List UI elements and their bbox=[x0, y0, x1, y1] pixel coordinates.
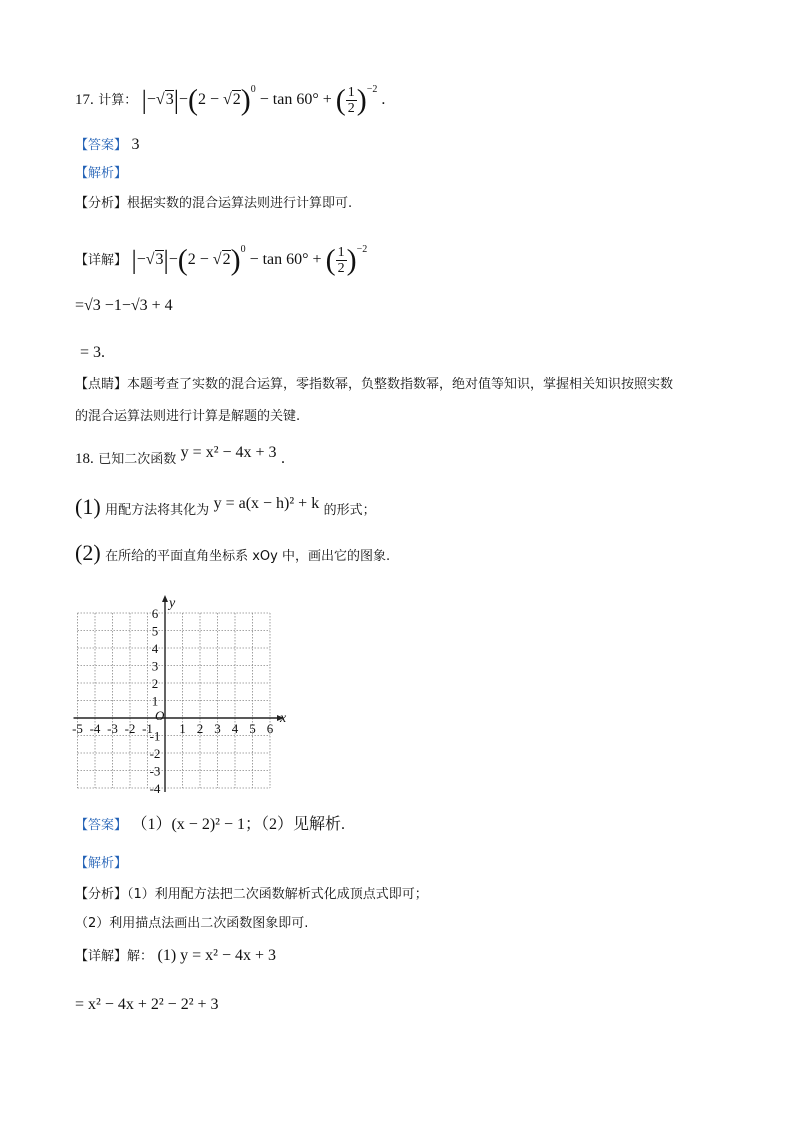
y-tick-label: 4 bbox=[151, 641, 159, 656]
x-tick-label: -1 bbox=[142, 721, 153, 736]
x-axis-label: x bbox=[280, 711, 287, 726]
x-tick-label: 2 bbox=[196, 721, 204, 736]
x-tick-label: -4 bbox=[89, 721, 101, 736]
y-axis-arrow bbox=[162, 595, 168, 602]
answer-tag: 【答案】 bbox=[75, 138, 128, 153]
detail18-line bbox=[75, 946, 276, 967]
detail-tag: 【详解】 bbox=[75, 949, 128, 964]
dianjing-text-b: 的混合运算法则进行计算是解题的关键. bbox=[75, 409, 301, 424]
answer-value: 3 bbox=[131, 136, 140, 153]
fenxi18-line-a bbox=[75, 884, 428, 905]
q18-function: y = x² − 4x + 3 bbox=[180, 444, 277, 461]
fenxi-tag: 【分析】 bbox=[75, 887, 128, 902]
detail-prefix: 解： bbox=[127, 949, 154, 964]
y-tick-label: -3 bbox=[149, 763, 161, 779]
q18-part2 bbox=[75, 540, 391, 567]
fenxi-text: 根据实数的混合运算法则进行计算即可. bbox=[127, 196, 353, 211]
x-tick-label: -3 bbox=[107, 721, 118, 736]
detail17-line bbox=[75, 240, 367, 276]
fenxi-text-a: （1）利用配方法把二次函数解析式化成顶点式即可； bbox=[127, 887, 428, 902]
y-tick-label: -4 bbox=[149, 781, 161, 796]
origin-label: O bbox=[155, 708, 165, 723]
x-tick-label: 4 bbox=[231, 721, 239, 736]
fenxi18-line-b bbox=[75, 913, 308, 934]
q17-expression: $|-√3|-(2 - √2)^0 - \tan 60^\circ$ + ( $\frac{1}{2}$ )$^{-2}$ bbox=[141, 83, 378, 117]
x-tick-label: 1 bbox=[179, 721, 186, 736]
y-tick-label: -1 bbox=[149, 728, 161, 744]
answer-tag: 【答案】 bbox=[75, 818, 128, 833]
detail18-step2: = x² − 4x + 2² − 2² + 3 bbox=[75, 996, 219, 1013]
y-tick-label: 3 bbox=[151, 658, 159, 674]
part2-text: 在所给的平面直角坐标系 xOy 中，画出它的图象. bbox=[105, 549, 391, 564]
x-tick-label: 5 bbox=[249, 721, 256, 736]
x-tick-label: 6 bbox=[266, 721, 274, 736]
step17-1 bbox=[75, 296, 173, 316]
vertex-form: y = a(x − h)² + k bbox=[213, 495, 320, 512]
axes bbox=[74, 595, 285, 792]
part1-text-a: 用配方法将其化为 bbox=[105, 503, 210, 518]
part-number: (1) bbox=[75, 494, 101, 519]
period: . bbox=[281, 450, 285, 467]
part-number: (2) bbox=[75, 540, 101, 565]
x-tick-label: -2 bbox=[124, 721, 136, 736]
dianjing17-line-a bbox=[75, 374, 673, 395]
step17-2 bbox=[80, 343, 105, 363]
y-tick-label: -2 bbox=[149, 746, 161, 761]
period: . bbox=[381, 91, 386, 108]
part1-text-b: 的形式； bbox=[323, 503, 376, 518]
fenxi-text-b: （2）利用描点法画出二次函数图象即可. bbox=[75, 916, 309, 931]
question-prompt: 已知二次函数 bbox=[98, 452, 177, 467]
detail-tag: 【详解】 bbox=[75, 253, 128, 268]
coordinate-grid bbox=[72, 585, 318, 796]
dianjing17-line-b bbox=[75, 406, 300, 427]
dianjing-text-a: 本题考查了实数的混合运算，零指数幂，负整数指数幂，绝对值等知识，掌握相关知识按照实数 bbox=[127, 377, 674, 392]
detail18-step2-line bbox=[75, 995, 219, 1015]
analysis-heading bbox=[75, 163, 127, 184]
answer18-line bbox=[75, 815, 345, 836]
question-number: 18. bbox=[75, 451, 94, 467]
analysis-tag: 【解析】 bbox=[75, 166, 128, 181]
y-tick-label: 5 bbox=[151, 623, 159, 639]
grid-lines bbox=[78, 613, 271, 788]
analysis-heading-18 bbox=[75, 853, 127, 874]
x-tick-label: -5 bbox=[72, 721, 83, 736]
answer17-line bbox=[75, 135, 139, 156]
y-tick-label: 2 bbox=[151, 676, 159, 691]
detail18-step1: (1) y = x² − 4x + 3 bbox=[157, 947, 277, 964]
question-prompt: 计算： bbox=[98, 93, 138, 108]
fenxi-tag: 【分析】 bbox=[75, 196, 128, 211]
y-axis-label: y bbox=[169, 596, 176, 611]
x-tick-label: 3 bbox=[214, 721, 221, 736]
y-tick-label: 6 bbox=[151, 606, 159, 621]
detail17-expression: $|-√3|-(2 - √2)^0 - \tan 60^\circ$ + ( $\frac{1}{2}$ )$^{-2}$ bbox=[131, 243, 368, 277]
q18-line bbox=[75, 443, 285, 470]
tick-labels bbox=[72, 596, 287, 796]
dianjing-tag: 【点睛】 bbox=[75, 377, 128, 392]
analysis-tag: 【解析】 bbox=[75, 856, 128, 871]
q17-line bbox=[75, 80, 385, 116]
q18-part1 bbox=[75, 494, 376, 521]
y-tick-label: 1 bbox=[151, 693, 159, 709]
answer18-text: （1）(x − 2)² − 1；（2）见解析. bbox=[131, 816, 345, 833]
step-text: = 3. bbox=[80, 344, 106, 361]
step-text: =√3 −1−√3 + 4 bbox=[75, 297, 173, 314]
question-number: 17. bbox=[75, 92, 94, 108]
fenxi17-line bbox=[75, 193, 352, 214]
